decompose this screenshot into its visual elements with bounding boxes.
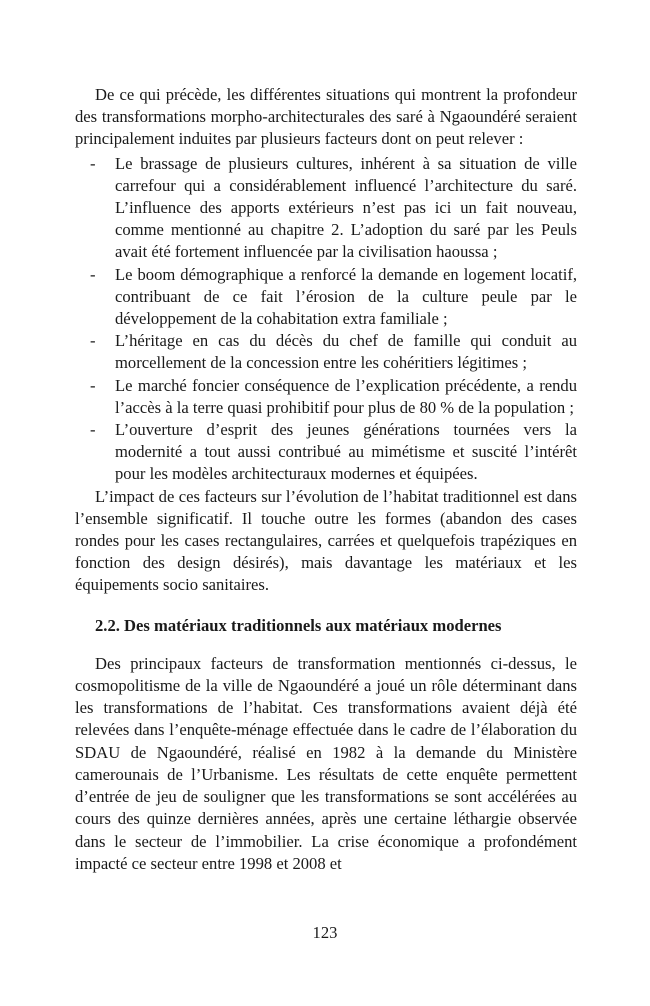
bullet-marker: - bbox=[90, 375, 96, 395]
bullet-marker: - bbox=[90, 420, 96, 440]
bullet-marker: - bbox=[90, 153, 96, 173]
page-number: 123 bbox=[312, 923, 338, 942]
list-item-text: Le marché foncier conséquence de l’explication précédente, a rendu l’accès à la terre quasi prohibitif pour plus de 80 % de la population ; bbox=[115, 375, 577, 417]
bullet-marker: - bbox=[90, 264, 96, 284]
section-paragraph: Des principaux facteurs de transformation mentionnés ci-dessus, le cosmopolitisme de la ville de Ngaoundéré a joué un rôle déterminant dans les transformations de l’habitat. Ces transformations avaient déjà été relevées dans l’enquête-ménage effectuée dans le cadre de l’élaboration du SDAU de Ngaoundéré, réalisé en 1982 à la demande du Ministère camerounais de l’Urbanisme. Les résultats de cette enquête permettent d’entrée de jeu de souligner que les transformations se sont accélérées au cours des quinze dernières années, après une certaine léthargie observée dans le secteur de l’immobilier. La crise économique a profondément impacté ce secteur entre 1998 et 2008 et bbox=[75, 653, 577, 873]
intro-paragraph: De ce qui précède, les différentes situations qui montrent la profondeur des transformations morpho-architecturales des saré à Ngaoundéré seraient principalement induites par plusieurs facteurs dont on peut relever : bbox=[75, 85, 577, 149]
list-item-text: L’héritage en cas du décès du chef de famille qui conduit au morcellement de la concession entre les cohéritiers légitimes ; bbox=[115, 331, 577, 373]
list-item bbox=[75, 330, 577, 374]
list-item-text: Le brassage de plusieurs cultures, inhérent à sa situation de ville carrefour qui a considérablement influencé l’architecture du saré. L’influence des apports extérieurs n’est pas ici un fait nouveau, comme mentionné au chapitre 2. L’adoption du saré par les Peuls avait été fortement influencée par la civilisation haoussa ; bbox=[115, 153, 577, 262]
list-item bbox=[75, 419, 577, 486]
list-item bbox=[75, 264, 577, 331]
impact-paragraph: L’impact de ces facteurs sur l’évolution de l’habitat traditionnel est dans l’ensemble significatif. Il touche outre les formes (abandon des cases rondes pour les cases rectangulaires, carrées et quelquefois trapéziques en fonction des design désirés), mais davantage les matériaux et les équipements socio sanitaires. bbox=[75, 486, 577, 595]
document-page bbox=[75, 84, 577, 875]
list-item-text: Le boom démographique a renforcé la demande en logement locatif, contribuant de ce fait l’érosion de la culture peule par le développement de la cohabitation extra familiale ; bbox=[115, 264, 577, 329]
section-heading: 2.2. Des matériaux traditionnels aux matériaux modernes bbox=[95, 615, 502, 635]
bullet-marker: - bbox=[90, 331, 96, 351]
factors-list bbox=[75, 153, 577, 486]
list-item bbox=[75, 153, 577, 264]
list-item-text: L’ouverture d’esprit des jeunes générations tournées vers la modernité a tout aussi contribué au mimétisme et suscité l’intérêt pour les modèles architecturaux modernes et équipées. bbox=[115, 420, 577, 484]
list-item bbox=[75, 375, 577, 419]
